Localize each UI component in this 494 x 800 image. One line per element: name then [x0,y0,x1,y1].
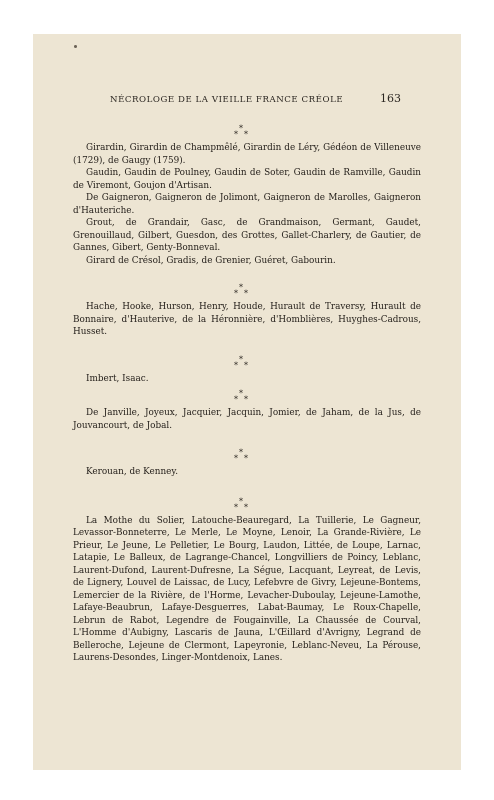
section-h [73,301,421,339]
paragraph: Hache, Hooke, Hurson, Henry, Houde, Hurault de Traversy, Hurault de Bonnaire, d'Hauterive, de la Héronnière, d'Homblières, Huyghes-Cadrous, Husset. [73,302,421,337]
paragraph: Gaudin, Gaudin de Poulney, Gaudin de Soter, Gaudin de Ramville, Gaudin de Viremont, Goujon d'Artisan. [73,168,421,191]
asterisk: * [239,283,243,292]
ink-speck [74,45,77,48]
asterisk: * [244,130,248,139]
section-separator [73,279,421,301]
asterisk: * [234,395,238,404]
asterisk: * [234,454,238,463]
asterisk: * [244,454,248,463]
scanned-page [33,34,461,770]
section-separator [73,120,421,142]
running-header [33,92,461,108]
section-separator [73,444,421,466]
section-separator [73,493,421,515]
page-number: 163 [380,92,401,105]
paragraph: Kerouan, de Kenney. [86,467,179,477]
section-separator [73,351,421,373]
paragraph: De Janville, Joyeux, Jacquier, Jacquin, Jomier, de Jaham, de la Jus, de Jouvancourt, de Jobal. [73,408,421,431]
paragraph: Imbert, Isaac. [86,373,149,384]
asterisk: * [234,289,238,298]
section-g [73,142,421,267]
section-j [73,407,421,432]
asterisk: * [239,124,243,133]
asterisk: * [244,395,248,404]
running-title: NÉCROLOGE DE LA VIEILLE FRANCE CRÉOLE [110,95,344,105]
section-k [73,466,421,479]
asterisk: * [239,354,243,364]
paragraph: Grout, de Grandair, Gasc, de Grandmaison, Germant, Gaudet, Grenouillaud, Gilbert, Guesdon, des Grottes, Gallet-Charlery, de Gautier, de Gannes, Gibert, Genty-Bonneval. [73,218,421,253]
paragraph: Girardin, Girardin de Champmêlé, Girardin de Léry, Gédéon de Villeneuve (1729), de Gaugy (1759). [73,143,421,166]
paragraph: Girard de Crésol, Gradis, de Grenier, Guéret, Gabourin. [86,255,336,266]
asterisk: * [239,496,243,506]
asterisk: * [234,360,238,370]
asterisk: * [244,289,248,298]
asterisk: * [244,360,248,370]
section-i [73,373,421,386]
section-separator [73,385,421,407]
asterisk: * [239,448,243,457]
asterisk: * [239,389,243,398]
asterisk: * [244,502,248,512]
paragraph: La Mothe du Solier, Latouche-Beauregard, La Tuillerie, Le Gagneur, Levassor-Bonneterre, Le Merle, Le Moyne, Lenoir, La Grande-Rivière, Le Prieur, Le Jeune, Le Pelletier, Le Bourg, Laudon, Littée, de Loupe, Larnac, Latapie, Le Balleux, de Lagrange-Chancel, Longvilliers de Poincy, Leblanc, Laurent-Dufond, Laurent-Dufresne, La Ségue, Lacquant, Leyreat, de Levis, de Lignery, Louvel de Laissac, de Lucy, Lefebvre de Givry, Lejeune-Bontems, Lemercier de la Rivière, de l'Horme, Levacher-Duboulay, Lejeune-Lamothe, Lafaye-Beaubrun, Lafaye-Desguerres, Labat-Baumay, Le Roux-Chapelle, Lebrun de Rabot, Legendre de Fougainville, La Chaussée de Courval, L'Homme d'Aubigny, Lascaris de Jauna, L'Œillard d'Avrigny, Legrand de Belleroche, Lejeune de Clermont, Lapeyronie, Leblanc-Neveu, La Pérouse, Laurens-Desondes, Linger-Montdenoix, Lanes. [73,515,421,663]
section-l [73,515,421,665]
asterisk: * [234,502,238,512]
asterisk: * [234,130,238,139]
page-body [73,120,421,665]
paragraph: De Gaigneron, Gaigneron de Jolimont, Gaigneron de Marolles, Gaigneron d'Hauteriche. [73,193,421,216]
